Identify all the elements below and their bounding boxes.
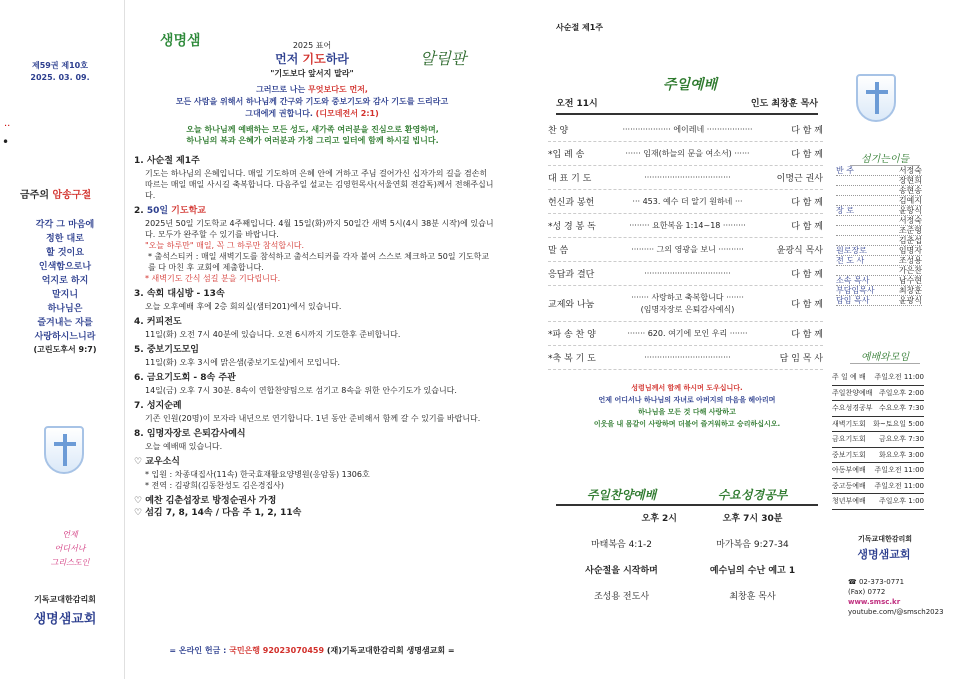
church-contact: [848, 577, 944, 617]
servant-row: [836, 296, 922, 306]
step-person: 윤광식 목사: [776, 246, 823, 256]
verse-line: 할 것이요: [46, 248, 84, 258]
phone-number: ☎ 02-373-0771: [848, 578, 905, 586]
slogan-line: 어디서나: [54, 544, 86, 553]
meeting-time: 주일오전 11:00: [874, 481, 924, 490]
worship-leader: 인도 최창훈 목사: [750, 99, 818, 109]
servants-title: 섬기는이들: [850, 150, 920, 166]
church-emblem-icon: [856, 74, 896, 122]
servant-role: [836, 176, 880, 185]
service-time: 오후 7시 30분: [722, 514, 783, 524]
afternoon-service: [556, 484, 687, 610]
benediction-line: 이웃을 내 몸같이 사랑하며 더불어 즐거워하고 승리하십시오.: [593, 420, 781, 428]
announcement-item: [134, 401, 494, 424]
meeting-name: 아동부예배: [832, 466, 866, 474]
verse-line: 말지니: [51, 290, 79, 300]
denomination-name: 기독교대한감리회: [34, 595, 96, 604]
servant-row: [836, 176, 922, 186]
servant-row: [836, 286, 922, 296]
step-name: 헌신과 봉헌: [548, 198, 595, 208]
handwritten-slogan: [40, 528, 100, 570]
announcement-heading: 4. 커피전도: [134, 317, 182, 327]
meeting-row: [832, 479, 924, 495]
meeting-name: 청년부예배: [832, 497, 866, 505]
service-time: 오후 2시: [641, 514, 677, 524]
servant-role: 반 주: [836, 166, 854, 175]
servant-name: 조성용: [898, 256, 922, 265]
announcement-body: 기도는 하나님의 은혜입니다. 매일 기도하며 은혜 안에 거하고 주님 걸어가신 십자가의 길을 겸손히 따르는 매일 매일 사시길 축복합니다. 다음주일 설교는 김영헌목사(서울연회 전감독)께서 전해주십니다.: [145, 169, 494, 200]
meeting-row: [832, 386, 924, 402]
welcome-line: 오늘 하나님께 예배하는 모든 성도, 새가족 여러분을 진심으로 환영하며,: [186, 125, 439, 134]
meeting-time: 화요오후 3:00: [879, 450, 924, 459]
worship-step: [548, 238, 823, 262]
announcement-body: 11일(화) 오후 3시에 맑은샘(중보기도실)에서 모입니다.: [145, 358, 341, 367]
servant-role: [836, 216, 880, 225]
servant-name: 김춘섭: [898, 236, 922, 245]
step-detail: ······ 임재(하늘의 문을 여소서) ······: [625, 149, 750, 158]
servant-name: 최창훈: [898, 286, 922, 295]
servant-role: 전 도 사: [836, 256, 865, 265]
servant-name: 임명자: [898, 246, 922, 255]
website-link[interactable]: www.smsc.kr: [848, 598, 901, 606]
verse-line: 각각 그 마음에: [35, 220, 95, 230]
worship-time: 오전 11시: [556, 99, 598, 109]
servant-row: [836, 266, 922, 276]
church-emblem-icon: [44, 426, 84, 474]
memory-verse: [22, 218, 108, 344]
servant-row: [836, 196, 922, 206]
serving-line: ♡ 섬김 7, 8, 14속 / 다음 주 1, 2, 11속: [134, 508, 302, 518]
step-name: 응답과 결단: [548, 270, 595, 280]
announcement-body: 오늘 예배때 있습니다.: [145, 442, 223, 451]
servant-role: [836, 186, 880, 195]
servant-role: 장 로: [836, 206, 854, 215]
announcement-heading: 1. 사순절 제1주: [134, 156, 200, 166]
servant-name: 윤항식: [898, 206, 922, 215]
step-person: 담 임 목 사: [779, 354, 823, 364]
verse-line: 억지로 하지: [41, 276, 89, 286]
decor-bullet: •: [2, 135, 10, 149]
step-detail: ········· 그의 영광을 보니 ··········: [631, 245, 744, 254]
step-name: 대 표 기 도: [548, 174, 592, 184]
announcement-item: [134, 206, 494, 284]
liturgical-week: 사순절 제1주: [556, 23, 603, 32]
member-news-heading: ♡ 교우소식: [134, 457, 180, 467]
announcement-heading: 3. 속회 대심방 - 13속: [134, 289, 225, 299]
verse-reference: (고린도후서 9:7): [33, 345, 97, 354]
notices-handwritten-title: 알림판: [420, 49, 467, 68]
servant-row: [836, 166, 922, 176]
intro-line: [136, 108, 488, 120]
verse-line: 정한 대로: [46, 234, 84, 244]
meeting-row: [832, 370, 924, 386]
step-detail: ······· 사랑하고 축복합니다 ······· (임명자장로 은퇴감사예식): [631, 292, 744, 314]
member-news-line: * 전역 : 김광희(김동찬성도 김은경집사): [145, 481, 285, 490]
servant-name: 송현송: [898, 186, 922, 195]
announcement-body: 14일(금) 오후 7시 30분. 8속이 연합찬양팀으로 섬기고 8속을 위한 안수기도가 있습니다.: [145, 386, 457, 395]
intro-verse: [136, 84, 488, 120]
church-name: 생명샘교회: [33, 612, 97, 627]
servant-name: 장현희: [898, 176, 922, 185]
servant-name: 서정숙: [898, 166, 922, 175]
welcome-line: 하나님의 복과 은혜가 여러분과 가정 그리고 일터에 함께 하시길 빕니다.: [186, 136, 439, 145]
servant-name: 서정숙: [898, 216, 922, 225]
welcome-message: [150, 124, 475, 146]
servant-row: [836, 226, 922, 236]
step-person: 이명근 권사: [776, 174, 823, 184]
meeting-name: 금요기도회: [832, 435, 866, 443]
heading-part: 2.: [134, 206, 147, 216]
church-name: 생명샘교회: [857, 548, 911, 561]
step-detail: ··································: [644, 269, 731, 278]
servant-row: [836, 256, 922, 266]
offering-part: (재)기독교대한감리회 생명샘교회 =: [324, 646, 455, 655]
announcement-body: 기존 인원(20명)이 모자라 내년으로 연기합니다. 1년 동안 준비해서 함께 갈 수 있기를 바랍니다.: [145, 414, 481, 423]
member-news-line: * 입원 : 차종대집사(11속) 한국효재활요양병원(응암동) 1306호: [145, 470, 370, 479]
meeting-name: 새벽기도회: [832, 419, 866, 428]
worship-step: [548, 214, 823, 238]
announcement-heading: 5. 중보기도모임: [134, 345, 199, 355]
step-detail: ········ 요한복음 1:14~18 ·········: [629, 221, 746, 230]
praise-line: ♡ 예찬 김춘섭장로 방정순권사 가정: [134, 496, 277, 506]
step-detail: ··································: [644, 353, 731, 362]
announcement-body: "오늘 하루만" 매일, 꼭 그 하루만 참석합시다.: [145, 241, 305, 250]
step-person: 다 함 께: [791, 150, 823, 160]
announcement-heading: 6. 금요기도회 - 8속 주관: [134, 373, 236, 383]
worship-step: [548, 286, 823, 322]
intro-line: 모든 사람을 위해서 하나님께 간구와 기도와 중보기도와 감사 기도를 드리라고: [175, 97, 449, 106]
step-detail: ······· 620. 여기에 모인 우리 ·······: [627, 329, 748, 338]
order-of-worship: [548, 118, 823, 370]
intro-line: [136, 84, 488, 96]
servant-role: 소속 목사: [836, 276, 870, 285]
service-preacher: 조성용 전도사: [593, 592, 650, 602]
step-name: 말 씀: [548, 246, 569, 256]
worship-title: 주일예배: [662, 77, 718, 93]
meeting-row: [832, 401, 924, 417]
step-name: *입 례 송: [548, 150, 585, 160]
wednesday-study: [687, 484, 818, 610]
servant-row: [836, 246, 922, 256]
servant-row: [836, 236, 922, 246]
meeting-row: [832, 494, 924, 510]
worship-step: [548, 262, 823, 286]
slogan-line: 언제: [62, 530, 78, 539]
issue-number: 제59권 제10호: [32, 61, 88, 70]
benediction-line: 언제 어디서나 하나님의 자녀로 아버지의 마음을 헤아리며: [598, 396, 776, 404]
youtube-link[interactable]: youtube.com/@smsch2023: [848, 608, 944, 616]
heading-part: 50일: [146, 206, 169, 216]
benediction-message: [556, 382, 818, 430]
worship-step: [548, 142, 823, 166]
worship-step: [548, 118, 823, 142]
verse-title: [20, 186, 91, 201]
worship-step: [548, 346, 823, 370]
step-name: 교제와 나눔: [548, 300, 595, 310]
announcement-body: * 출석스티커 : 매일 새벽기도를 참석하고 출석스티커를 각자 붙여 스스로 체크하고 50일 기도학교를 다 마친 후 교회에 제출합니다.: [148, 252, 490, 272]
offering-account: 국민은행 92023070459: [229, 646, 325, 655]
announcement-heading: [134, 206, 494, 217]
denomination-name: 기독교대한감리회: [857, 535, 913, 543]
meeting-time: 금요오후 7:30: [879, 435, 924, 443]
meeting-name: 수요성경공부: [832, 404, 873, 412]
intro-part: 그러므로 나는: [256, 85, 309, 94]
servant-row: [836, 186, 922, 196]
motto-part: 하라: [325, 52, 349, 66]
announcement-body: * 새벽기도 간식 섬길 분을 기다립니다.: [145, 274, 281, 283]
step-person: 다 함 께: [791, 300, 823, 310]
servant-row: [836, 216, 922, 226]
announcement-item: [134, 289, 494, 312]
year-motto-label: 2025 표어: [292, 41, 332, 50]
intro-part: 그대에게 권합니다.: [245, 109, 316, 118]
announcement-heading: 7. 성지순례: [134, 401, 182, 411]
issue-date: 2025. 03. 09.: [30, 73, 90, 82]
worship-header: [556, 96, 818, 115]
step-person: 다 함 께: [791, 126, 823, 136]
announcement-item: [134, 317, 494, 340]
servant-role: 담임 목사: [836, 296, 870, 305]
service-text: 마가복음 9:27-34: [716, 540, 789, 550]
step-person: 다 함 께: [791, 330, 823, 340]
meeting-name: 중보기도회: [832, 450, 866, 459]
servant-name: 윤광식: [898, 296, 922, 305]
slogan-line: 그리스도인: [50, 558, 90, 567]
service-sermon: 사순절을 시작하며: [585, 566, 658, 576]
servant-name: 조준형: [898, 226, 922, 235]
verse-line: 하나님은: [47, 304, 83, 314]
service-title: 수요성경공부: [687, 484, 818, 506]
servant-role: [836, 196, 880, 205]
announcement-item: [134, 156, 494, 201]
announcement-body: 11일(화) 오전 7시 40분에 있습니다. 오전 6시까지 기도한후 준비합니다.: [145, 330, 401, 339]
step-person: 다 함 께: [791, 270, 823, 280]
meeting-time: 주일오전 11:00: [874, 373, 924, 381]
intro-highlight: 무엇보다도 먼저,: [308, 85, 368, 94]
worship-step: [548, 166, 823, 190]
step-name: *파 송 찬 양: [548, 330, 596, 340]
announcement-heading: 8. 임명자장로 은퇴감사예식: [134, 429, 246, 439]
intro-reference: (디모데전서 2:1): [315, 109, 379, 118]
announcement-item: [134, 345, 494, 368]
decor-dots: ..: [4, 118, 11, 129]
other-services: [556, 484, 818, 624]
verse-title-highlight: 암송구절: [52, 190, 92, 201]
step-name: 찬 양: [548, 126, 569, 136]
benediction-line: 하나님을 모든 것 다해 사랑하고: [638, 408, 736, 416]
member-news: [134, 457, 494, 491]
servant-name: 가은찬: [898, 266, 922, 275]
benediction-line: 성령님께서 함께 하시며 도우십니다.: [631, 384, 743, 392]
announcement-body: 2025년 50일 기도학교 4주째입니다. 4월 15일(화)까지 50일간 새벽 5시(4시 38분 시작)에 있습니다. 모두가 완주할 수 있기를 바랍니다.: [145, 219, 494, 239]
servant-role: [836, 236, 880, 245]
announcement-item: [134, 373, 494, 396]
step-detail: ··················· 에이레네 ··················: [622, 125, 753, 134]
heading-part: 기도학교: [168, 206, 206, 216]
worship-step: [548, 190, 823, 214]
servant-name: 김예지: [898, 196, 922, 205]
meeting-row: [832, 432, 924, 448]
step-name: *성 경 봉 독: [548, 222, 596, 232]
servant-role: [836, 266, 880, 275]
step-person: 다 함 께: [791, 198, 823, 208]
service-sermon: 예수님의 수난 예고 1: [709, 566, 796, 576]
verse-line: 인색함으로나: [38, 262, 92, 272]
step-detail: ··· 453. 예수 더 알기 원하네 ···: [632, 197, 743, 206]
servant-row: [836, 276, 922, 286]
motto-subtitle: "기도보다 앞서지 말라": [270, 69, 354, 78]
verse-line: 즐겨내는 자를: [37, 318, 93, 328]
servant-row: [836, 206, 922, 216]
meeting-time: 수요오후 7:30: [879, 404, 924, 412]
worship-step: [548, 322, 823, 346]
step-detail: ··································: [644, 173, 731, 182]
meetings-title: 예배와모임: [850, 348, 920, 364]
offering-part: = 온라인 헌금 :: [169, 646, 230, 655]
meeting-row: [832, 448, 924, 464]
church-logo-text: 생명샘: [160, 33, 201, 49]
servant-role: 부담임목사: [836, 286, 875, 295]
verse-title-prefix: 금주의: [20, 190, 49, 201]
step-name: *축 복 기 도: [548, 354, 596, 364]
motto-part: 먼저: [275, 52, 303, 66]
motto-highlight: 기도: [302, 52, 326, 66]
meeting-time: 화~토요일 5:00: [873, 419, 924, 428]
meeting-name: 주일찬양예배: [832, 388, 873, 397]
meeting-name: 중고등예배: [832, 481, 866, 490]
meeting-name: 주 일 예 배: [832, 373, 866, 381]
servant-name: 남수현: [898, 276, 922, 285]
servant-role: 원로장로: [836, 246, 867, 255]
service-title: 주일찬양예배: [556, 484, 687, 506]
servant-role: [836, 226, 880, 235]
service-text: 마태복음 4:1-2: [590, 540, 653, 550]
step-person: 다 함 께: [791, 222, 823, 232]
online-offering: [126, 645, 498, 656]
verse-line: 사랑하시느니라: [34, 332, 96, 342]
meeting-row: [832, 417, 924, 433]
meeting-row: [832, 463, 924, 479]
announcement-item: [134, 429, 494, 452]
servants-list: [836, 166, 922, 306]
meetings-schedule: [832, 370, 924, 510]
service-preacher: 최창훈 목사: [729, 592, 776, 602]
issue-info: [20, 60, 100, 84]
announcement-body: 오늘 오후예배 후에 2층 회의실(샘터201)에서 있습니다.: [145, 302, 342, 311]
fax-number: (Fax) 0772: [848, 588, 886, 596]
meeting-time: 주일오후 2:00: [879, 388, 924, 397]
meeting-time: 주일오후 1:00: [879, 497, 924, 505]
announcements: [134, 156, 494, 520]
meeting-time: 주일오전 11:00: [874, 466, 924, 474]
